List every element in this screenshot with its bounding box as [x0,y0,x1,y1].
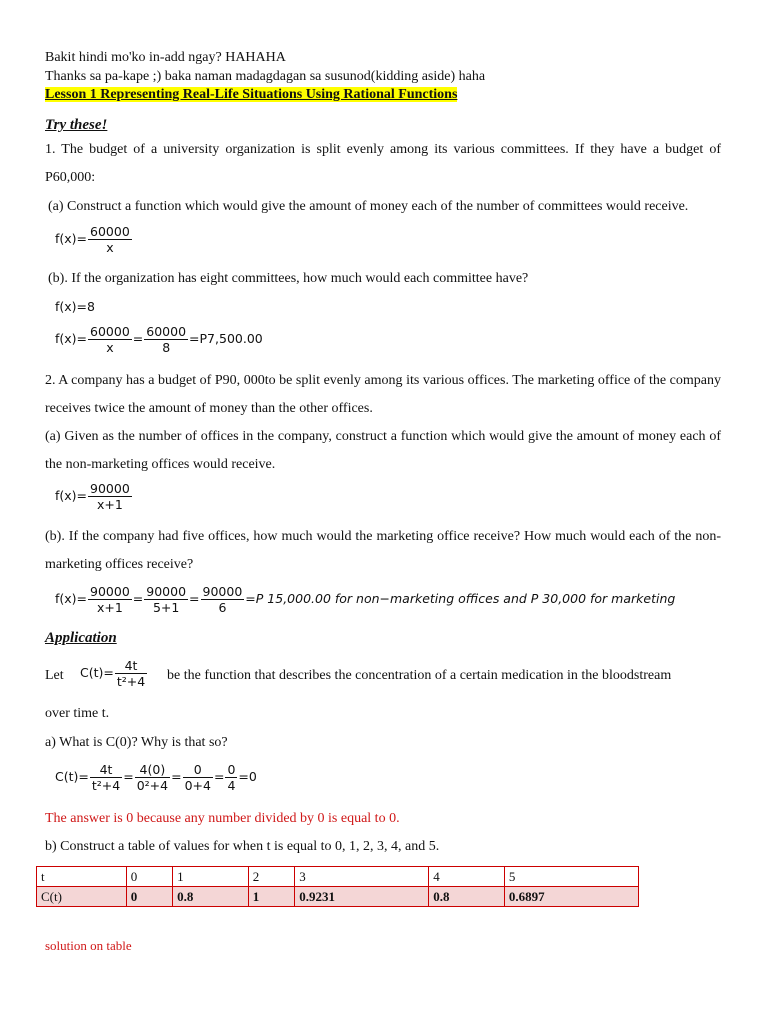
table-cell: 0.8 [429,887,505,907]
let-word: Let [45,668,64,683]
eq-lhs: f(x)= [55,488,88,503]
numerator: 90000 [146,584,187,599]
denominator: 0+4 [184,778,211,793]
denominator: 6 [218,600,227,615]
fraction [144,584,188,615]
let-rest: be the function that describes the concentration of a certain medication in the bloodstream [167,668,672,683]
denominator: t²+4 [116,674,146,689]
numerator: 4t [90,762,122,778]
denominator: 0²+4 [136,778,169,793]
table-cell: 1 [173,867,249,887]
denominator: x [106,340,114,355]
denominator: 4 [227,778,236,793]
question-b: b) Construct a table of values for when t is equal to 0, 1, 2, 3, 4, and 5. [45,839,440,854]
table-cell: t [37,867,127,887]
eq-lhs: C(t)= [55,769,89,784]
table-cell: 0.9231 [295,887,429,907]
numerator: 4t [115,658,147,674]
table-row-t [37,867,639,887]
eq-lhs: C(t)= [80,665,114,680]
try-these-heading: Try these! [45,117,108,133]
table-cell: 2 [248,867,294,887]
fraction [183,762,213,793]
eq-result: =0 [238,769,257,784]
concentration-function [80,658,148,689]
problem-2b-question: (b). If the company had five offices, how much would the marketing office receive? How much would each of the non-marketing offices receive? [45,529,721,572]
question-a: a) What is C(0)? Why is that so? [45,735,228,750]
lesson-title [45,87,457,103]
numerator: 60000 [90,224,130,239]
numerator: 0 [227,762,236,777]
table-cell: 5 [504,867,638,887]
numerator: 0 [183,762,213,778]
table-cell: 3 [295,867,429,887]
equation-1b-line1: f(x)=8 [55,299,95,314]
table-row-ct [37,887,639,907]
table-cell: 0 [126,867,172,887]
fraction [135,762,170,793]
equation-2b: f(x)= $\frac{90000}{x+1}$ = $\frac{90000}{5+1}$ = $\frac{90000}{6}$ =P 15,000.00 for non−marketing offices and P 30,000 for marketing [55,584,676,615]
fraction [144,324,188,355]
numerator: 4(0) [135,762,170,778]
solution-note: solution on table [45,938,132,953]
lesson-title-text: Lesson 1 Representing Real-Life Situations Using Rational Functions [45,87,458,102]
fraction [88,324,132,355]
answer-a: The answer is 0 because any number divided by 0 is equal to 0. [45,811,400,826]
values-table [36,866,639,907]
numerator: 60000 [146,324,187,339]
eq-lhs: f(x)= [55,591,88,606]
intro-line-1: Bakit hindi mo'ko in-add ngay? HAHAHA [45,50,286,65]
equation-c0: C(t)= $\frac{4t}{\text{t²+4}}$ = $\frac{4(0)}{\text{0²+4}}$ = $\frac{0}{0+4}$ = $\frac{0}{4}$ =0 [55,762,257,793]
denominator: x [106,240,114,255]
equation-1b-line2 [55,324,263,355]
denominator: 5+1 [152,600,180,615]
equation-1a [55,224,133,255]
fraction [225,762,237,793]
eq-result: =P7,500.00 [189,331,263,346]
equals: = [132,331,144,346]
problem-2a-question: (a) Given as the number of offices in the company, construct a function which would give the amount of money each of the non-marketing offices would receive. [45,429,721,472]
eq-lhs: f(x)= [55,231,88,246]
table-cell: 0 [126,887,172,907]
fraction [88,481,132,512]
table-cell: C(t) [37,887,127,907]
over-time-line: over time t. [45,706,110,721]
table-cell: 0.6897 [504,887,638,907]
numerator: 90000 [90,481,130,496]
denominator: t²+4 [91,778,121,793]
denominator: 8 [162,340,171,355]
table-cell: 1 [248,887,294,907]
eq-result: =P 15,000.00 for non−marketing offices and P 30,000 for marketing [245,591,676,606]
problem-1-intro: 1. The budget of a university organization is split evenly among its various committees. If they have a budget of P60,000: [45,142,721,185]
denominator: x+1 [97,497,123,512]
table-cell: 4 [429,867,505,887]
intro-line-2: Thanks sa pa-kape ;) baka naman madagdagan sa susunod(kidding aside) haha [45,69,486,84]
denominator: x+1 [97,600,123,615]
problem-1b-question: (b). If the organization has eight committees, how much would each committee have? [48,271,529,286]
application-heading: Application [45,630,117,646]
table-cell: 0.8 [173,887,249,907]
problem-2-intro: 2. A company has a budget of P90, 000to be split evenly among its various offices. The marketing office of the company receives twice the amount of money than the other offices. [45,373,721,416]
fraction [88,224,132,255]
numerator: 90000 [202,584,243,599]
numerator: 90000 [90,584,130,599]
problem-1a-question: (a) Construct a function which would give the amount of money each of the number of committees would receive. [48,199,689,214]
fraction [90,762,122,793]
eq-lhs: f(x)= [55,331,88,346]
fraction [201,584,245,615]
fraction [115,658,147,689]
numerator: 60000 [90,324,130,339]
equation-2a [55,481,133,512]
fraction [88,584,132,615]
